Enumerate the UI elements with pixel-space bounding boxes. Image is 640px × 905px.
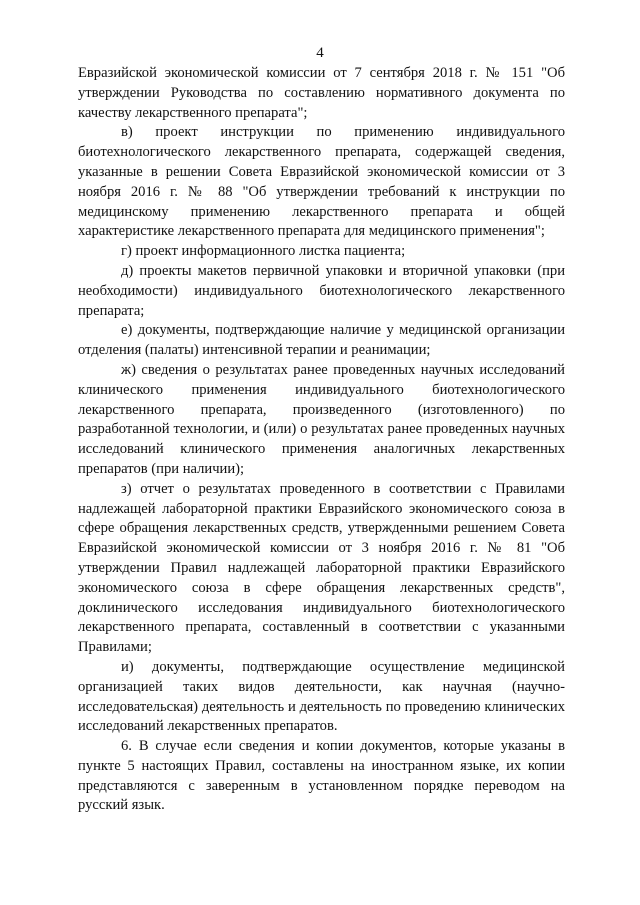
paragraph-section-6: 6. В случае если сведения и копии документов, которые указаны в пункте 5 настоящих Правил, составлены на иностранном языке, их копии представляются с заверенным в установленном порядке переводом на русский язык. bbox=[78, 738, 565, 814]
paragraph-item-e: е) документы, подтверждающие наличие у медицинской организации отделения (палаты) интенсивной терапии и реанимации; bbox=[78, 322, 565, 359]
document-body bbox=[78, 64, 565, 816]
paragraph-item-z: з) отчет о результатах проведенного в соответствии с Правилами надлежащей лабораторной практики Евразийского экономического союза в сфере обращения лекарственных средств, утвержденными решением Совета Евразийской экономической комиссии от 3 ноября 2016 г. № 81 "Об утверждении Правил надлежащей лабораторной практики Евразийского экономического союза в сфере обращения лекарственных средств", доклинического исследования индивидуального биотехнологического лекарственного препарата, составленный в соответствии с указанными Правилами; bbox=[78, 480, 565, 656]
paragraph-item-zh: ж) сведения о результатах ранее проведенных научных исследований клинического применения индивидуального биотехнологического лекарственного препарата, произведенного (изготовленного) по разработанной технологии, и (или) о результатах ранее проведенных научных исследований клинического применения аналогичных лекарственных препаратов (при наличии); bbox=[78, 361, 565, 477]
paragraph-continuation: Евразийской экономической комиссии от 7 сентября 2018 г. № 151 "Об утверждении Руководства по составлению нормативного документа по качеству лекарственного препарата"; bbox=[78, 65, 565, 121]
page-number: 4 bbox=[316, 45, 324, 61]
paragraph-item-v: в) проект инструкции по применению индивидуального биотехнологического лекарственного препарата, содержащей сведения, указанные в решении Совета Евразийской экономической комиссии от 3 ноября 2016 г. № 88 "Об утверждении требований к инструкции по медицинскому применению лекарственного препарата и общей характеристике лекарственного препарата для медицинского применения"; bbox=[78, 124, 565, 240]
paragraph-item-i: и) документы, подтверждающие осуществление медицинской организацией таких видов деятельности, как научная (научно-исследовательская) деятельность и деятельность по проведению клинических исследований лекарственных препаратов. bbox=[78, 658, 565, 735]
paragraph-item-g: г) проект информационного листка пациента; bbox=[121, 243, 406, 260]
paragraph-item-d: д) проекты макетов первичной упаковки и вторичной упаковки (при необходимости) индивидуального биотехнологического лекарственного препарата; bbox=[78, 262, 565, 319]
